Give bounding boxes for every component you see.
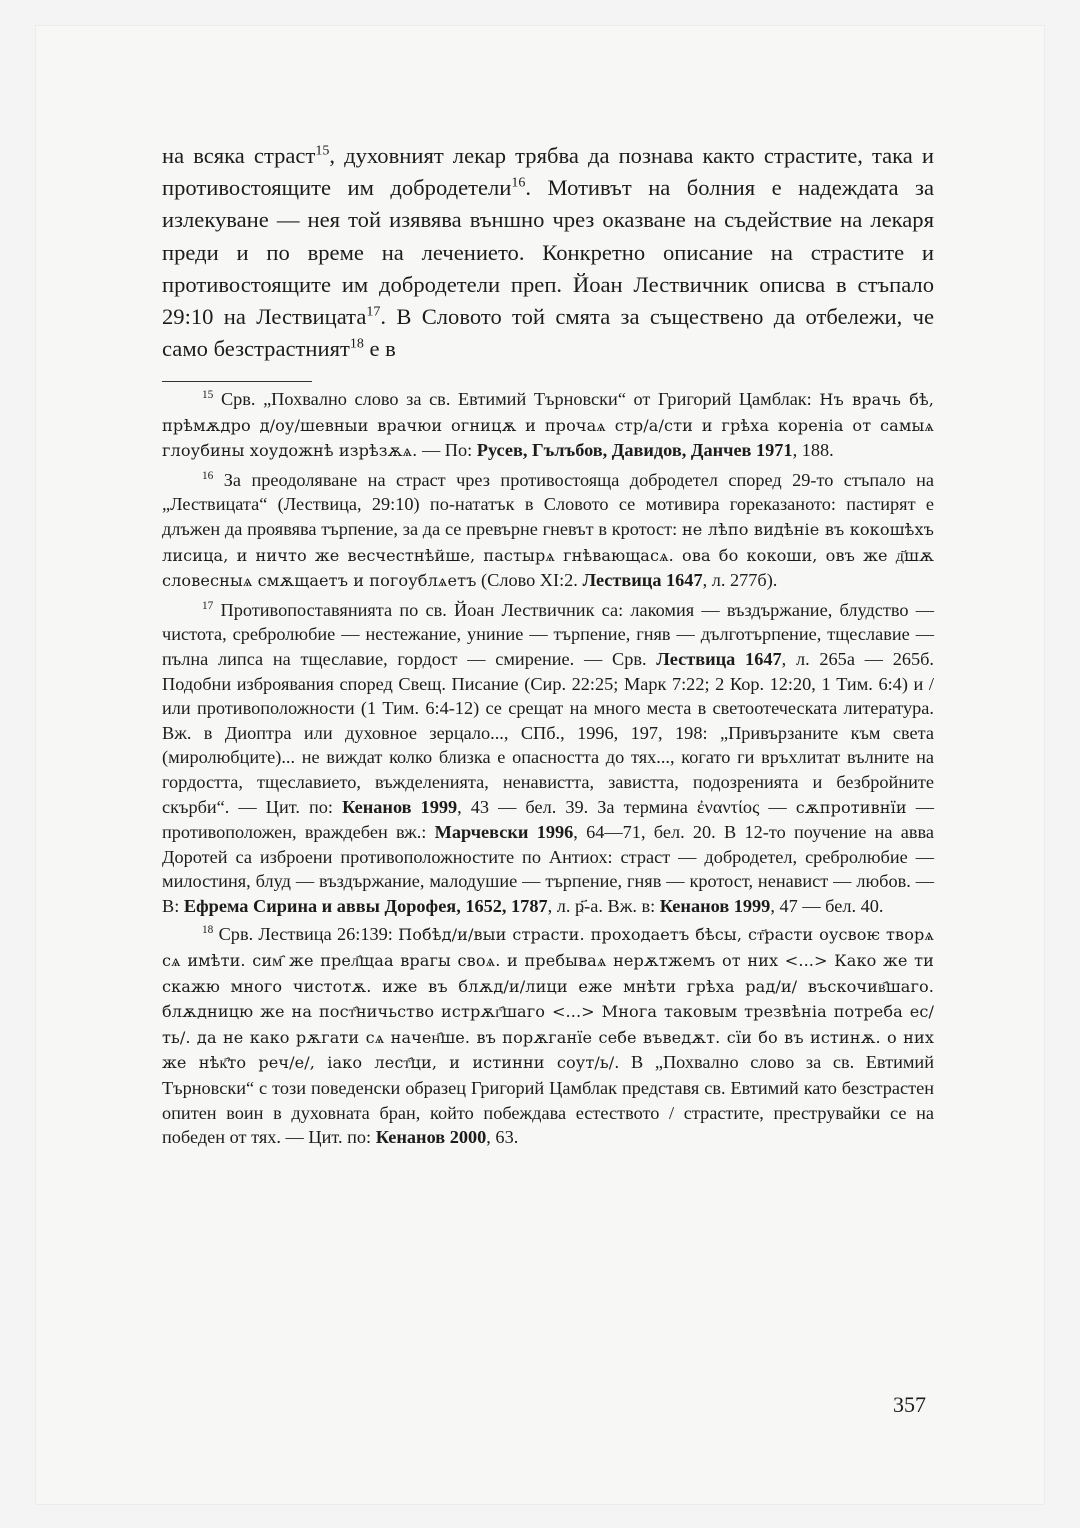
footnote-ref-15: 15 [315,143,330,159]
footnote-16 [162,468,934,594]
text-run: , 47 — бел. 40. [770,895,884,916]
footnote-number: 15 [202,388,214,401]
text-run: — По: [417,440,477,461]
bold-reference: Русев, Гълъбов, Давидов, Данчев 1971 [476,440,793,461]
footnote-18 [162,922,934,1149]
text-run: . В Словото той смята за съществено да отбележи, че само безстрастният [162,304,934,362]
bold-reference: Лествица 1647 [656,648,782,669]
text-run: За преодоляване на страст чрез противостояща добродетел според 29-то стъпало на „Лествицата“ (Лествица, 29:10) по-нататък в Словото се мотивира гореказаното: пастирят е длъжен да проявява търпение, за да се превърне гневът в кротост: [162,469,935,539]
text-run: . Мотивът на болния е надеждата за излекуване — нея той изявява външно чрез оказване на съдействие на лекаря преди и по време на лечението. Конкретно описание на страстите и противостоящите им добродетели преп. Йоан Лествичник описва в стъпало 29:10 на Лествицата [162,175,934,330]
main-text [162,140,934,365]
footnote-17 [162,598,934,919]
footnote-number: 16 [202,469,214,482]
text-run: на всяка страст [162,143,316,168]
text-run: е в [363,336,396,362]
church-slavonic-quote: Побѣд/и/выи страсти. проходаетъ бѣсы, ст҃расти оусвоѥ творѧ сѧ имѣти. сим҄ же прел҄щаа врагы своѧ. и пребываѧ нерѫтжемъ от них <...> Како же ти скажю много чистотѫ. иже въ блѫд/и/лици еже мнѣти грѣха рад/и/ въскочив҄шаго. блѫдницю же на пост҄ничьство истрѫг҄шаго <...> Многа таковым трезвѣніа потреба ес/ть/. да не како рѫгати сѧ начен҄ше. въ порѫганїе себе въведѫт. сїи бо въ истинѫ. о них же нѣк҄то реч/е/, іако лест҄ци, и истинни соут/ь/. [162,925,934,1073]
footnote-ref-18: 18 [349,336,364,352]
text-run: Срв. „Похвално слово за св. Евтимий Търновски“ от Григорий Цамблак: [220,389,820,409]
text-run: , л. ҏ҃-а. Вж. в: [547,895,660,916]
bold-reference: Кенанов 1999 [659,895,771,916]
text-run: , 188. [792,440,834,461]
footnote-ref-16: 16 [511,175,526,191]
text-run: , л. 277б). [702,570,778,591]
church-slavonic-quote: Нъ врачь бѣ, прѣмѫдро д/оу/шевныи врачюи огницѫ и прочаѧ стр/а/сти и грѣха кореніа от самыѧ глоубины хоудожнѣ изрѣзѫѧ. [162,390,935,461]
bold-reference: Лествица 1647 [582,570,703,591]
footnote-15 [162,387,934,464]
text-run: Противопоставянията по св. Йоан Лествичник са: лакомия — въздържание, блудство — чистота, сребролюбие — нестежание, униние — търпение, гняв — дълготърпение, тщеславие — пълна липса на тщеславие, гордост — смирение. — Срв. [162,599,934,669]
text-run: , 43 — бел. 39. За термина ἐναντίος — [457,796,796,817]
text-run: — противоположен, враждебен вж.: [162,796,934,843]
church-slavonic-term: сѫпротивнїи [795,797,907,817]
footnote-number: 18 [202,924,214,937]
main-paragraph [162,140,934,365]
bold-reference: Ефрема Сирина и аввы Дорофея, 1652, 1787 [183,895,548,916]
footnotes [162,387,934,1154]
footnote-ref-17: 17 [366,304,381,320]
text-run: , духовният лекар трябва да познава както страстите, така и противостоящите им добродетели [162,143,934,201]
bold-reference: Марчевски 1996 [434,822,574,843]
church-slavonic-quote: не лѣпо видѣніе въ кокошѣхъ лисица, и ничто же весчестнѣйше, пастырѧ гнѣвающасѧ. ова бо кокоши, овъ же д҃шѫ словесныѧ смѫщаетъ и погоублѧетъ [162,519,934,591]
text-run: , 63. [486,1127,519,1148]
text-run: , л. 265а — 265б. Подобни изброявания според Свещ. Писание (Сир. 22:25; Марк 7:22; 2 Кор. 12:20, 1 Тим. 6:4) и / или противоположности (1 Тим. 6:4-12) се срещат на много места в светоотеческата литература. Вж. в Диоптра или духовное зерцало..., СПб., 1996, 197, 198: „Привързаните към света (миролюбците)... не виждат колко близка е опасността до тях..., когато ги връхлитат вълните на гордостта, тщеславието, въжделенията, ненавистта, завистта, подозренията и безбройните скърби“. — Цит. по: [162,648,935,817]
page-number: 357 [893,1392,926,1417]
text-run: (Слово XI:2. [476,570,583,591]
bold-reference: Кенанов 2000 [375,1127,487,1148]
text-run: Срв. Лествица 26:139: [218,924,399,945]
footnote-number: 17 [202,599,214,612]
bold-reference: Кенанов 1999 [342,796,458,817]
footnote-separator [162,381,312,382]
text-run: В „Похвално слово за св. Евтимий Търновски“ с този поведенски образец Григорий Цамблак представя св. Евтимий като безстрастен опитен воин в духовната бран, който побеждава естеството / страстите, преструвайки се на победен от тях. — Цит. по: [162,1052,934,1148]
text-run: , 64—71, бел. 20. В 12-то поучение на авва Доротей са изброени противоположностите по Антиох: страст — добродетел, сребролюбие — милостиня, блуд — въздържание, малодушие — търпение, гняв — кротост, ненавист — любов. —В: [162,822,934,916]
